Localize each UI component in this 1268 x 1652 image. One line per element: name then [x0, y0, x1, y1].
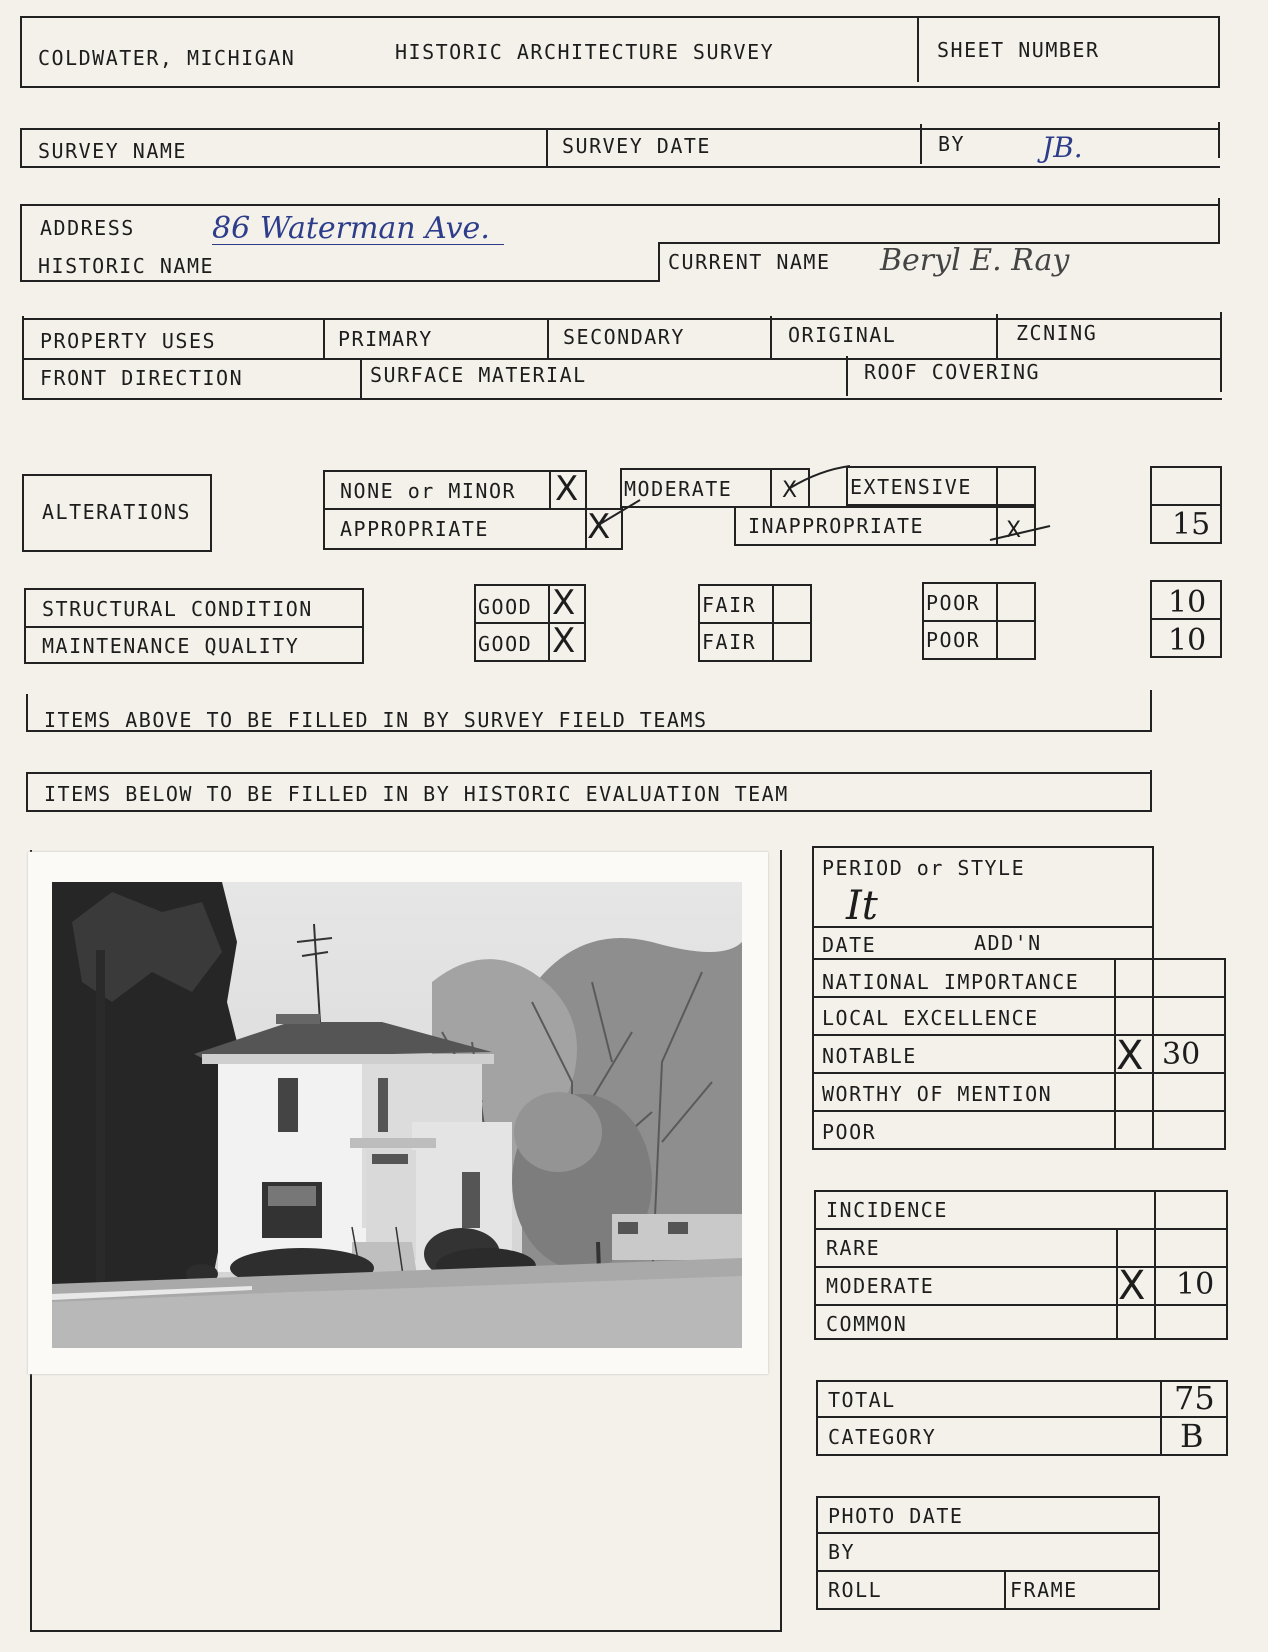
inappropriate-label: INAPPROPRIATE: [748, 514, 925, 538]
original-label: ORIGINAL: [788, 323, 897, 347]
survey-by-value: JB.: [1042, 131, 1083, 164]
poor-importance-label: POOR: [822, 1120, 877, 1144]
importance-score-col: [1152, 958, 1154, 1150]
period-value: It: [846, 883, 878, 929]
alterations-score-divider: [1150, 504, 1222, 506]
photo-by-label: BY: [828, 1540, 856, 1564]
notes-above: ITEMS ABOVE TO BE FILLED IN BY SURVEY FIELD TEAMS: [44, 708, 708, 732]
totals-value-col: [1160, 1380, 1162, 1456]
moderate-x: X: [782, 478, 798, 503]
alteration-check-strokes: [0, 0, 1268, 600]
addn-label: ADD'N: [974, 931, 1042, 955]
historic-name-label: HISTORIC NAME: [38, 254, 215, 278]
incidence-row-1: [814, 1228, 1228, 1230]
moderate-incidence-x: X: [1118, 1263, 1146, 1309]
appropriate-x: X: [587, 507, 611, 547]
surface-material-label: SURFACE MATERIAL: [370, 363, 587, 387]
incidence-label: INCIDENCE: [826, 1198, 948, 1222]
form-title: HISTORIC ARCHITECTURE SURVEY: [395, 40, 775, 64]
period-label: PERIOD or STYLE: [822, 856, 1026, 880]
survey-date-label: SURVEY DATE: [562, 134, 711, 158]
photo-date-label: PHOTO DATE: [828, 1504, 964, 1528]
maintenance-good-label: GOOD: [478, 632, 533, 656]
total-label: TOTAL: [828, 1388, 896, 1412]
alterations-label: ALTERATIONS: [42, 500, 191, 524]
structural-score: 10: [1168, 585, 1207, 620]
photo-info-row-2: [816, 1570, 1160, 1572]
sheet-number-label: SHEET NUMBER: [937, 38, 1100, 62]
importance-row-3: [812, 1072, 1226, 1074]
maintenance-poor-label: POOR: [926, 628, 981, 652]
notes-below-right: [1150, 770, 1152, 810]
address-label: ADDRESS: [40, 216, 135, 240]
appropriate-label: APPROPRIATE: [340, 517, 489, 541]
structural-good-x: X: [552, 583, 576, 623]
maintenance-fair-label: FAIR: [702, 630, 757, 654]
maintenance-good-x: X: [552, 621, 576, 661]
notable-x: X: [1116, 1033, 1144, 1079]
poor-divider: [922, 620, 1036, 622]
none-minor-label: NONE or MINOR: [340, 479, 517, 503]
zoning-label: ZCNING: [1016, 321, 1098, 345]
date-label: DATE: [822, 933, 877, 957]
secondary-label: SECONDARY: [563, 325, 685, 349]
totals-divider: [816, 1416, 1228, 1418]
good-check-divider: [548, 584, 550, 662]
roll-label: ROLL: [828, 1578, 883, 1602]
house-photo: [52, 882, 742, 1348]
property-uses-label: PROPERTY USES: [40, 329, 217, 353]
importance-row-4: [812, 1110, 1226, 1112]
condition-label-divider: [24, 626, 364, 628]
rare-label: RARE: [826, 1236, 881, 1260]
primary-label: PRIMARY: [338, 327, 433, 351]
survey-name-label: SURVEY NAME: [38, 139, 187, 163]
city-label: COLDWATER, MICHIGAN: [38, 46, 296, 70]
front-direction-label: FRONT DIRECTION: [40, 366, 244, 390]
survey-by-label: BY: [938, 132, 966, 156]
worthy-label: WORTHY OF MENTION: [822, 1082, 1053, 1106]
category-label: CATEGORY: [828, 1425, 937, 1449]
incidence-row-3: [814, 1304, 1228, 1306]
roof-covering-label: ROOF COVERING: [864, 360, 1041, 384]
fair-divider: [698, 622, 812, 624]
maintenance-label: MAINTENANCE QUALITY: [42, 634, 300, 658]
current-name-value: Beryl E. Ray: [880, 243, 1070, 278]
none-minor-x: X: [555, 469, 579, 509]
structural-label: STRUCTURAL CONDITION: [42, 597, 313, 621]
photo-panel-right: [780, 850, 782, 1632]
incidence-row-2: [814, 1266, 1228, 1268]
total-value: 75: [1174, 1379, 1215, 1417]
structural-poor-label: POOR: [926, 591, 981, 615]
category-value: B: [1180, 1417, 1204, 1455]
importance-row-2: [812, 1034, 1226, 1036]
frame-label: FRAME: [1010, 1578, 1078, 1602]
poor-check-divider: [996, 582, 998, 660]
inappropriate-x: X: [1006, 518, 1022, 543]
importance-row-1: [812, 996, 1226, 998]
frame-divider: [1004, 1570, 1006, 1610]
address-value: 86 Waterman Ave.: [212, 214, 504, 245]
moderate-incidence-score: 10: [1176, 1267, 1215, 1302]
incidence-score-col: [1154, 1190, 1156, 1340]
notable-score: 30: [1162, 1037, 1201, 1072]
moderate-label: MODERATE: [624, 477, 733, 501]
extensive-label: EXTENSIVE: [850, 475, 972, 499]
photo-panel-bottom: [30, 1630, 782, 1632]
national-label: NATIONAL IMPORTANCE: [822, 970, 1080, 994]
photo-info-row-1: [816, 1532, 1160, 1534]
moderate-incidence-label: MODERATE: [826, 1274, 935, 1298]
structural-fair-label: FAIR: [702, 593, 757, 617]
maintenance-score: 10: [1168, 623, 1207, 658]
notes-above-right: [1150, 690, 1152, 730]
structural-good-label: GOOD: [478, 595, 533, 619]
notes-below: ITEMS BELOW TO BE FILLED IN BY HISTORIC EVALUATION TEAM: [44, 782, 789, 806]
local-label: LOCAL EXCELLENCE: [822, 1006, 1039, 1030]
current-name-label: CURRENT NAME: [668, 250, 831, 274]
alterations-score: 15: [1172, 507, 1211, 542]
notable-label: NOTABLE: [822, 1044, 917, 1068]
common-label: COMMON: [826, 1312, 908, 1336]
fair-check-divider: [772, 584, 774, 662]
